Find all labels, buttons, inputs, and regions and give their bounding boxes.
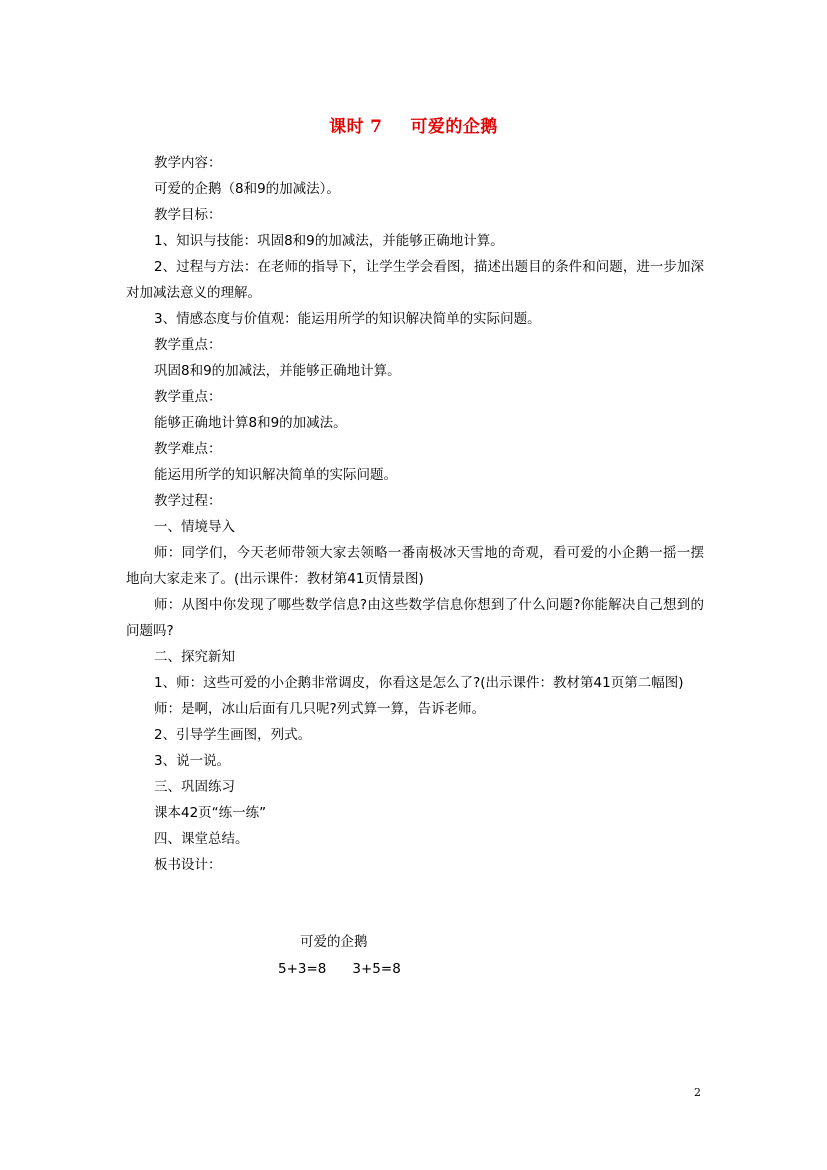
paragraph: 二、探究新知 bbox=[154, 649, 235, 665]
paragraph: 师：从图中你发现了哪些数学信息?由这些数学信息你想到了什么问题?你能解决自己想到的问题吗? bbox=[126, 597, 704, 639]
page-number: 2 bbox=[694, 1086, 701, 1099]
lesson-number: 7 bbox=[370, 117, 383, 137]
lesson-name: 可爱的企鹅 bbox=[410, 117, 498, 137]
lesson-title bbox=[0, 112, 827, 137]
paragraph: 3、说一说。 bbox=[154, 753, 231, 769]
paragraph: 师：是啊，冰山后面有几只呢?列式算一算，告诉老师。 bbox=[154, 701, 486, 717]
paragraph: 能运用所学的知识解决简单的实际问题。 bbox=[154, 467, 397, 483]
paragraph: 教学重点： bbox=[154, 389, 222, 405]
paragraph: 教学内容： bbox=[154, 155, 222, 171]
paragraph: 2、过程与方法：在老师的指导下，让学生学会看图，描述出题目的条件和问题，进一步加深对加减法意义的理解。 bbox=[126, 259, 704, 301]
paragraph: 巩固8和9的加减法，并能够正确地计算。 bbox=[154, 363, 401, 379]
paragraph: 1、师：这些可爱的小企鹅非常调皮，你看这是怎么了?(出示课件：教材第41页第二幅图) bbox=[154, 675, 684, 691]
paragraph: 四、课堂总结。 bbox=[154, 831, 249, 847]
paragraph: 教学重点： bbox=[154, 337, 222, 353]
paragraph: 可爱的企鹅（8和9的加减法）。 bbox=[154, 181, 340, 197]
board-equations bbox=[278, 958, 401, 980]
paragraph: 1、知识与技能：巩固8和9的加减法，并能够正确地计算。 bbox=[154, 233, 504, 249]
paragraph: 一、情境导入 bbox=[154, 519, 235, 535]
board-equation: 3+5=8 bbox=[352, 961, 401, 977]
paragraph: 三、巩固练习 bbox=[154, 779, 235, 795]
paragraph: 板书设计： bbox=[154, 857, 222, 873]
paragraph: 3、情感态度与价值观：能运用所学的知识解决简单的实际问题。 bbox=[154, 311, 541, 327]
paragraph: 师：同学们，今天老师带领大家去领略一番南极冰天雪地的奇观，看可爱的小企鹅一摇一摆地向大家走来了。(出示课件：教材第41页情景图) bbox=[126, 545, 704, 587]
paragraph: 能够正确地计算8和9的加减法。 bbox=[154, 415, 347, 431]
paragraph: 教学过程： bbox=[154, 493, 222, 509]
paragraph: 教学难点： bbox=[154, 441, 222, 457]
paragraph: 2、引导学生画图，列式。 bbox=[154, 727, 312, 743]
board-equation: 5+3=8 bbox=[278, 961, 327, 977]
board-title: 可爱的企鹅 bbox=[300, 934, 368, 950]
paragraph: 课本42页“练一练” bbox=[154, 805, 267, 821]
paragraph: 教学目标： bbox=[154, 207, 222, 223]
lesson-label: 课时 bbox=[329, 117, 365, 137]
lesson-body bbox=[126, 150, 704, 878]
